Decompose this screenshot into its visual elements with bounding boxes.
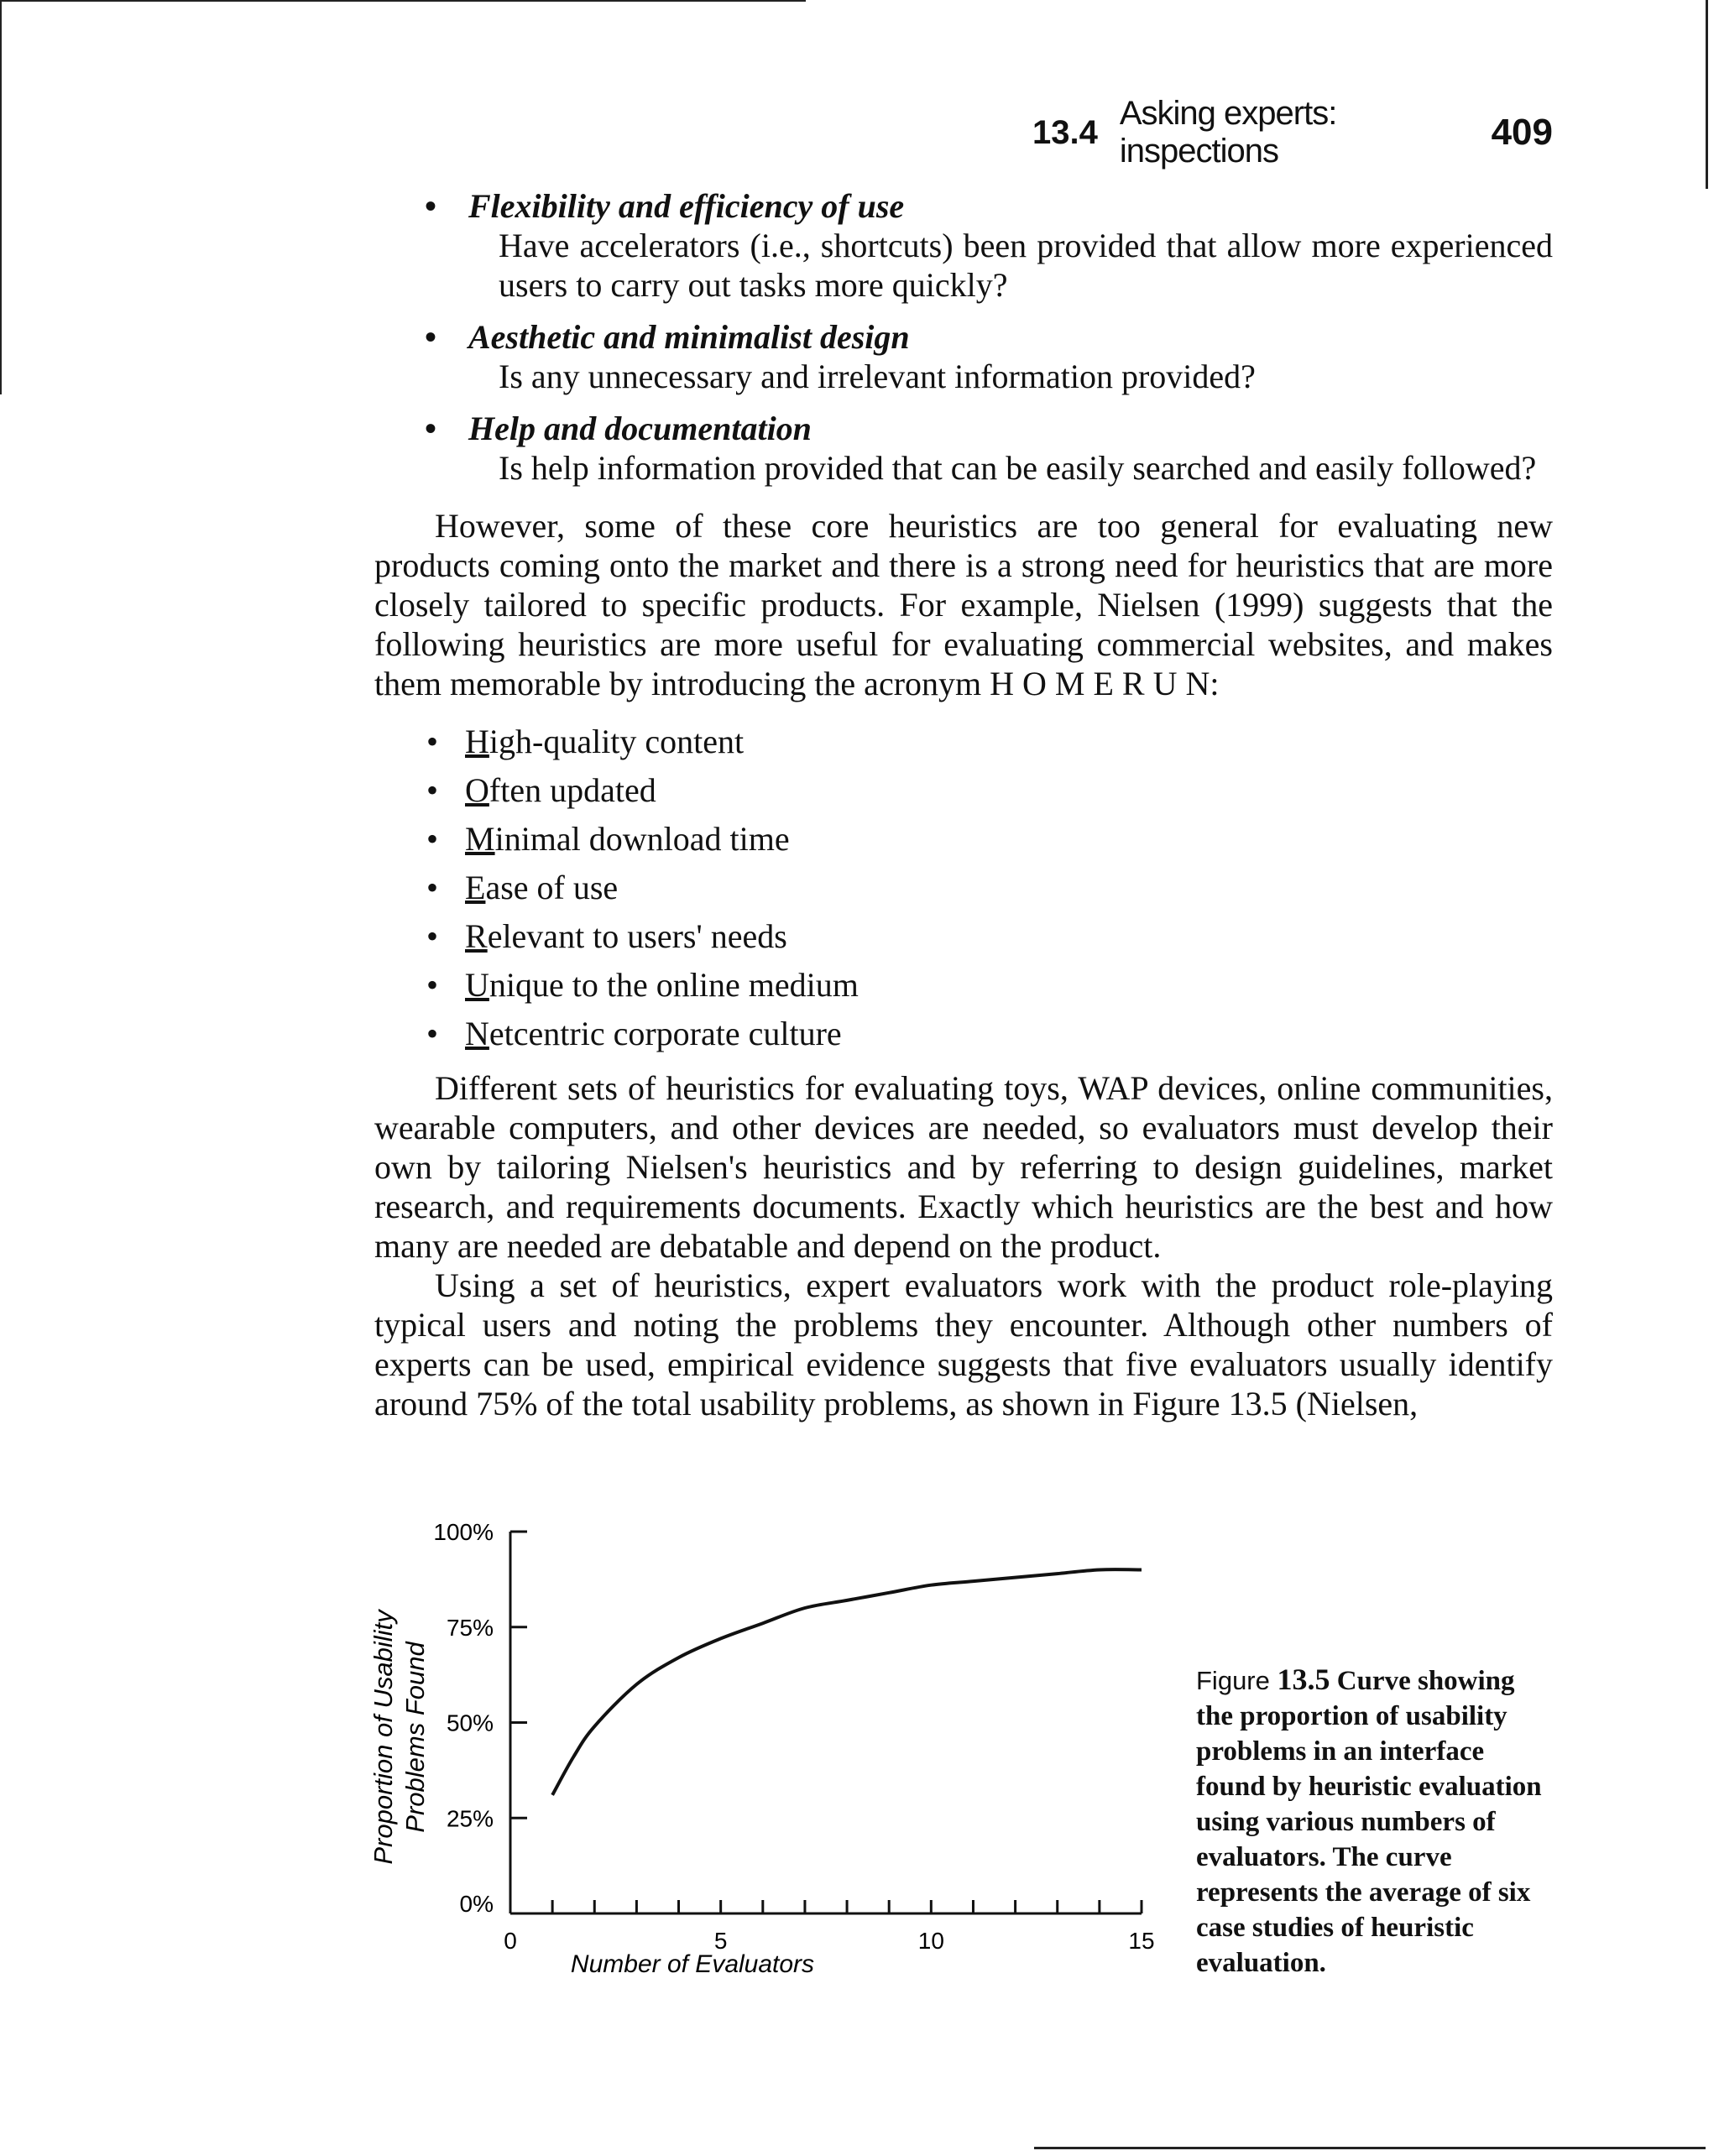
heuristic-description: Is help information provided that can be easily searched and easily followed? [499,449,1537,487]
paragraph [374,506,1553,703]
initial-letter: H [465,723,489,760]
top-rule [0,0,806,2]
paragraph [374,1266,1553,1423]
x-axis-label: Number of Evaluators [570,1950,815,1978]
y-tick-label: 75% [446,1614,494,1641]
heuristic-name: • Flexibility and efficiency of use [420,186,1553,226]
list-item [426,1010,1182,1058]
paragraph-text: Different sets of heuristics for evaluating toys, WAP devices, online communities, wearable computers, and other devices are needed, so evaluators must develop their own by tailoring Nielsen's heuristics and by referring to design guidelines, market research, and requirements documents. Exactly which heuristics are the best and how many are needed are debatable and depend on the product. [374,1069,1553,1265]
x-tick-label: 5 [713,1928,728,1954]
y-tick-label: 100% [433,1519,494,1545]
y-tick-label: 25% [446,1805,494,1832]
initial-letter: N [465,1015,489,1052]
item-text: ase of use [485,869,619,906]
caption-text: Curve showing the proportion of usability problems in an interface found by heuristic evaluation using various numbers of evaluators. The curve represents the average of six case studies of heuristic evaluation. [1196,1666,1542,1978]
caption-label [1196,1663,1330,1696]
initial-letter: E [465,869,486,906]
heuristic-item [420,409,1553,488]
heuristic-name: • Aesthetic and minimalist design [420,317,1553,357]
item-text: ften updated [489,771,656,809]
paragraph-text: Using a set of heuristics, expert evaluators work with the product role-playing typical users and noting the problems they encounter. Although other numbers of experts can be used, empirical evidence suggests that five evaluators usually identify around 75% of the total usability problems, as shown in Figure 13.5 (Nielsen, [374,1266,1553,1423]
section-title: Asking experts: inspections [1119,95,1337,170]
y-tick-label: 0% [459,1891,494,1917]
y-axis-label-line2: Problems Found [400,1642,430,1833]
item-text: etcentric corporate culture [489,1015,842,1052]
item-text: inimal download time [494,820,790,858]
x-tick-label: 0 [504,1928,517,1954]
heuristic-name: • Help and documentation [420,409,1553,448]
heuristic-item [420,317,1553,396]
chart-svg [353,1494,1183,2014]
caption-label-word: Figure [1196,1666,1270,1695]
list-item [426,912,1182,961]
y-ticks [433,1519,527,1917]
right-rule [1706,0,1708,189]
x-ticks [504,1900,1154,1954]
caption-number: 13.5 [1277,1663,1330,1696]
list-item [426,718,1182,766]
heuristic-description: Have accelerators (i.e., shortcuts) been provided that allow more experienced users to carry out tasks more quickly? [499,227,1553,304]
item-text: igh-quality content [489,723,745,760]
running-header [1032,95,1553,170]
initial-letter: M [465,820,495,858]
bottom-rule [1034,2147,1706,2149]
heuristic-item [420,186,1553,305]
y-axis-label-line1: Proportion of Usability [368,1610,398,1865]
usability-chart [353,1494,1183,2014]
paragraph-text: However, some of these core heuristics are too general for evaluating new products coming onto the market and there is a strong need for heuristics that are more closely tailored to specific products. For example, Nielsen (1999) suggests that the following heuristics are more useful for evaluating commercial websites, and makes them memorable by introducing the acronym H O M E R U N: [374,507,1553,702]
initial-letter: O [465,771,489,809]
item-text: elevant to users' needs [487,917,787,955]
paragraph [374,1068,1553,1266]
x-tick-label: 15 [1128,1928,1155,1954]
homerun-list [426,718,1182,1058]
item-text: nique to the online medium [489,966,859,1004]
x-tick-label: 10 [917,1928,944,1954]
list-item [426,766,1182,815]
heuristic-description: Is any unnecessary and irrelevant information provided? [499,358,1256,395]
chart-axes [510,1532,1142,1913]
left-rule [0,0,2,394]
page-number: 409 [1491,112,1553,153]
list-item [426,815,1182,864]
series-line [552,1569,1142,1795]
y-tick-label: 50% [446,1710,494,1736]
y-axis-label [368,1608,430,1865]
section-number: 13.4 [1032,113,1098,151]
list-item [426,961,1182,1010]
list-item [426,864,1182,912]
initial-letter: R [465,917,488,955]
initial-letter: U [465,966,489,1004]
figure-caption [1196,1662,1557,1981]
